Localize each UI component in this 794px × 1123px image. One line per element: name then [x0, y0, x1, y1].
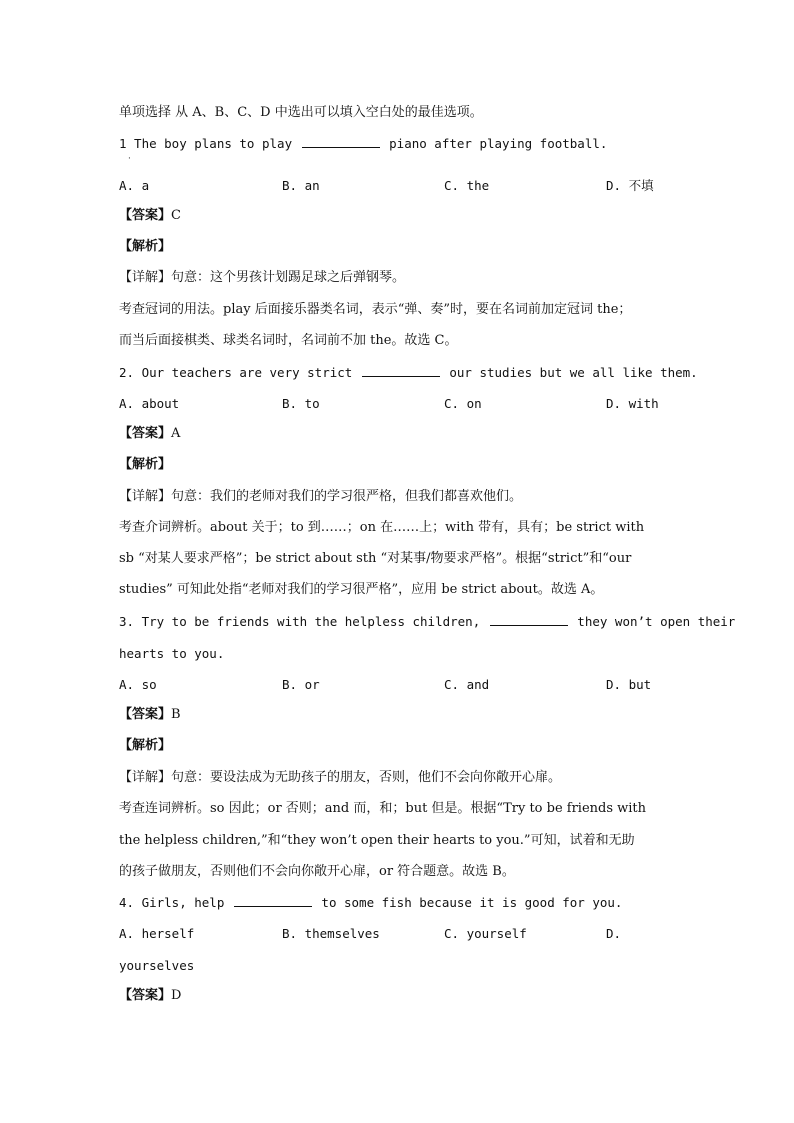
question-4-option-a: A. herself — [119, 926, 195, 941]
question-2-stem — [119, 364, 698, 382]
question-4-option-c: C. yourself — [444, 926, 527, 941]
question-2-option-a: A. about — [119, 396, 180, 411]
question-1-stem-post: piano after playing football. — [389, 136, 608, 151]
question-3-stem-post: they won’t open their — [577, 614, 736, 629]
question-4-option-b: B. themselves — [282, 926, 380, 941]
question-3-stem-pre: 3. Try to be friends with the helpless children, — [119, 614, 481, 629]
question-2-option-b: B. to — [282, 396, 320, 411]
question-3-stem — [119, 613, 735, 631]
question-1-dot: · — [128, 154, 131, 164]
answer-label: 【答案】 — [119, 988, 172, 1003]
question-4-stem — [119, 894, 622, 912]
question-3-option-c: C. and — [444, 677, 490, 692]
question-1-option-d: D. 不填 — [606, 178, 654, 193]
question-3-options — [119, 676, 679, 694]
question-3-detail: 【详解】句意：要设法成为无助孩子的朋友，否则，他们不会向你敞开心扉。 — [119, 770, 562, 785]
question-1-detail: 【详解】句意：这个男孩计划踢足球之后弹钢琴。 — [119, 270, 406, 285]
question-2-option-d: D. with — [606, 396, 659, 411]
question-4-option-d: D. — [606, 926, 622, 941]
question-2-explain-line-3: studies” 可知此处指“老师对我们的学习很严格”，应用 be strict about。故选 A。 — [119, 582, 604, 597]
question-3-stem-line-2: hearts to you. — [119, 646, 225, 661]
question-4-stem-post: to some fish because it is good for you. — [321, 895, 623, 910]
answer-value: C — [171, 208, 181, 223]
question-3-explain-line-2: the helpless children,”和“they won’t open their hearts to you.”可知，试着和无助 — [119, 833, 635, 848]
question-1-answer — [119, 207, 181, 225]
question-3-analysis-label: 【解析】 — [119, 738, 172, 753]
question-1-explain-line-2: 而当后面接棋类、球类名词时，名词前不加 the。故选 C。 — [119, 333, 458, 348]
question-3-blank — [490, 613, 568, 626]
question-1-analysis-label: 【解析】 — [119, 239, 172, 254]
question-4-stem-pre: 4. Girls, help — [119, 895, 225, 910]
question-3-option-d: D. but — [606, 677, 652, 692]
question-4-answer — [119, 987, 181, 1005]
question-1-option-b: B. an — [282, 178, 320, 193]
question-2-explain-line-1: 考查介词辨析。about 关于；to 到……；on 在……上；with 带有，具有；be strict with — [119, 520, 645, 535]
question-2-explain-line-2: sb “对某人要求严格”；be strict about sth “对某事/物要求严格”。根据“strict”和“our — [119, 551, 632, 566]
answer-label: 【答案】 — [119, 208, 172, 223]
answer-value: D — [171, 988, 182, 1003]
answer-value: A — [171, 426, 181, 441]
question-3-option-b: B. or — [282, 677, 320, 692]
question-3-answer — [119, 706, 181, 724]
question-4-option-d-continued: yourselves — [119, 958, 195, 973]
question-2-blank — [362, 364, 440, 377]
question-1-option-a: A. a — [119, 178, 150, 193]
answer-label: 【答案】 — [119, 426, 172, 441]
question-1-options — [119, 177, 679, 195]
question-1-stem-pre: 1 The boy plans to play — [119, 136, 293, 151]
instruction-text: 单项选择 从 A、B、C、D 中选出可以填入空白处的最佳选项。 — [119, 105, 483, 120]
question-2-options — [119, 395, 679, 413]
question-3-explain-line-3: 的孩子做朋友，否则他们不会向你敞开心扉，or 符合题意。故选 B。 — [119, 864, 515, 879]
question-1-stem — [119, 135, 607, 153]
question-2-stem-pre: 2. Our teachers are very strict — [119, 365, 353, 380]
answer-value: B — [171, 707, 181, 722]
question-1-explain-line-1: 考查冠词的用法。play 后面接乐器类名词，表示“弹、奏”时，要在名词前加定冠词 the； — [119, 302, 632, 317]
question-1-blank — [302, 135, 380, 148]
question-2-analysis-label: 【解析】 — [119, 457, 172, 472]
question-2-answer — [119, 425, 180, 443]
question-3-explain-line-1: 考查连词辨析。so 因此；or 否则；and 而，和；but 但是。根据“Try to be friends with — [119, 801, 647, 816]
question-2-stem-post: our studies but we all like them. — [449, 365, 698, 380]
question-4-options — [119, 925, 679, 943]
question-1-option-c: C. the — [444, 178, 490, 193]
question-3-option-a: A. so — [119, 677, 157, 692]
question-2-option-c: C. on — [444, 396, 482, 411]
question-4-blank — [234, 894, 312, 907]
question-2-detail: 【详解】句意：我们的老师对我们的学习很严格，但我们都喜欢他们。 — [119, 489, 523, 504]
answer-label: 【答案】 — [119, 707, 172, 722]
